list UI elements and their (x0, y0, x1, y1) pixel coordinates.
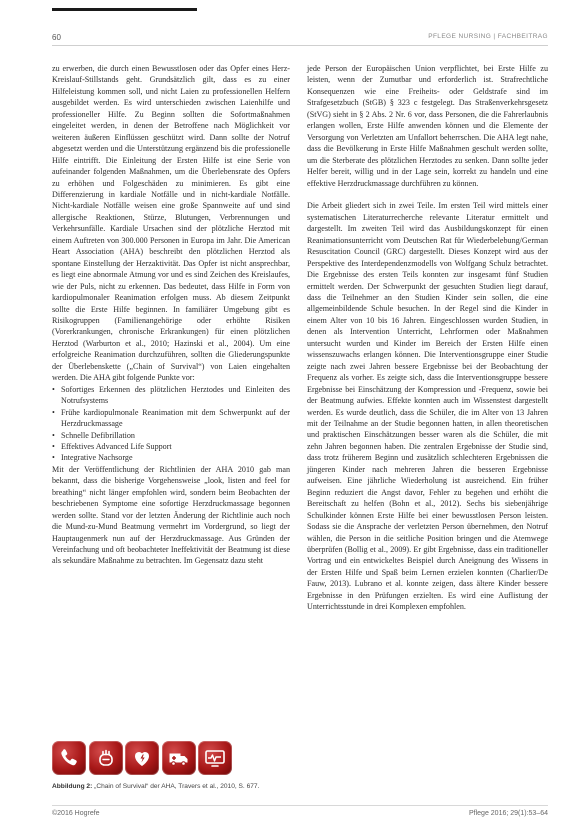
citation-footer: Pflege 2016; 29(1):53–64 (468, 810, 548, 817)
body-paragraph: jede Person der Europäischen Union verpflichtet, bei Erste Hilfe zu leisten, wenn der Zumutbar und erforderlich ist. Strafrechtliche Konsequenzen wie eine Freiheits- oder Geldstrafe sind im Strafgesetzbuch (StGB) § 323 c festgelegt. Das Straßenverkehrsgesetz (StVG) sieht in § 2 Abs. 2 Nr. 6 vor, dass Personen, die die Fahrerlaubnis erlangen wollen, Erste Hilfe anwenden können und die Elemente der Versorgung von Verletzten am Unfallort beherrschen. Die AHA legt nahe, dass die Bevölkerung in Erste Hilfe Maßnahmen geschult werden sollte, um die Sterberate des plötzlichen Herztodes zu senken. Dann sollte jeder Helfer bereit, willig und in der Lage sein, korrekt zu handeln und eine effektive Herzdruckmassage durchführen zu können. (307, 64, 548, 188)
list-item: • Schnelle Defibrillation (52, 430, 290, 441)
publisher-footer: ©2016 Hogrefe (52, 810, 100, 817)
heart-defibrillation-icon (125, 741, 159, 775)
header-divider (52, 45, 548, 46)
hands-cpr-icon (89, 741, 123, 775)
chain-of-survival-figure (52, 741, 232, 775)
body-paragraph: Mit der Veröffentlichung der Richtlinien der AHA 2010 gab man bekannt, dass die bisherige Vorgehensweise „look, listen and feel for breathing“ nicht länger empfohlen wird, sondern beim Beobachten der beschriebenen Symptome eine sofortige Herzdruckmassage begonnen werden sollte. Stand vor der letzten Änderung der Richtlinie auch noch die Mund-zu-Mund Beatmung vermehrt im Vordergrund, so liegt der Hauptaugenmerk nun auf der Herzdruckmassage. Aus Gründen der Vereinfachung und oft beobachteter Ineffektivität der Beatmung ist diese als sekundäre Maßnahme zu betrachten. Im Gegensatz dazu steht (52, 464, 290, 566)
left-column (52, 63, 290, 567)
running-head: PFLEGE NURSING | FACHBEITRAG (428, 33, 548, 40)
list-item: • Integrative Nachsorge (52, 452, 290, 463)
chain-of-survival-list (52, 384, 290, 464)
figure-caption (52, 782, 292, 791)
list-item: • Frühe kardiopulmonale Reanimation mit dem Schwerpunkt auf der Herzdruckmassage (52, 407, 290, 430)
list-item: • Effektives Advanced Life Support (52, 441, 290, 452)
footer-divider (52, 805, 548, 806)
phone-icon (52, 741, 86, 775)
caption-text: „Chain of Survival“ der AHA, Travers et al., 2010, S. 677. (94, 783, 260, 790)
body-paragraph: zu erwerben, die durch einen Bewusstlosen oder das Opfer eines Herz-Kreislauf-Stillstands geht. Grundsätzlich gilt, dass es zu einer Hilfeleistung kommen soll, und nicht Laien zu professionellen Helfern ausgebildet werden. Es wird unterschieden zwischen Laienhilfe und professioneller Hilfe. Zu Beginn sollten die Sofortmaßnahmen eingeleitet werden, in denen der Betroffene nach Möglichkeit vor weiteren äußeren Einflüssen geschützt wird. Dann sollte der Notruf abgesetzt werden und die Unterstützung ergänzend bis die professionelle Hilfe eintrifft. Die Einleitung der Ersten Hilfe ist eine Serie von aufeinander folgenden Maßnahmen, um die Überlebensrate des Opfers zu erhöhen und Folgeschäden zu minimieren. Es gibt eine Differenzierung in kardiale Notfälle und in nicht-kardiale Notfälle. Nicht-kardiale Notfälle weisen eine große Spannweite auf und sind allergische Reaktionen, Stürze, Blutungen, Verbrennungen und Verkehrsunfälle. Kardiale Ursachen sind der plötzliche Herztod mit einem Auftreten von 300.000 Personen in Europa im Jahr. Die American Heart Association (AHA) beschreibt den plötzlichen Herztod als spontane Einstellung der Herzaktivität. Das Opfer ist nicht ansprechbar, es liegt eine abnormale Atmung vor und es sind Zeichen des Kreislaufes, wie der Puls, nicht zu erkennen. Das bedeutet, dass Hilfe in Form von kardiopulmonaler Reanimation erfolgen muss. Ab diesem Zeitpunkt sollte die Erste Hilfe beginnen. In familiärer Umgebung gibt es Risikogruppen (Familienangehörige oder erhöhte Risiken (Vorerkrankungen, chronische Erkrankungen) für einen plötzlichen Herztod (Warburton et al., 2010; Hazinski et al., 2004). Um eine erfolgreiche Reanimation durchzuführen, sollten die Gliederungspunkte der Überlebenskette („Chain of Survival“) von Laien eingehalten werden. Die AHA gibt folgende Punkte vor: (52, 64, 290, 383)
top-rule (52, 8, 197, 11)
caption-label: Abbildung 2: (52, 783, 93, 790)
body-paragraph: Die Arbeit gliedert sich in zwei Teile. Im ersten Teil wird mittels einer systematischen Literaturrecherche relevante Literatur ermittelt und dargestellt. Im zweiten Teil wird das Ausbildungskonzept für einen Reanimationsunterricht vom Deutschen Rat für Wiederbelebung/German Resuscitation Council (GRC) dargestellt. Dieses Konzept wird aus der Perspektive des Interdependenzmodells von Wolfgang Schulz betrachtet. Die Ergebnisse des ersten Teils konnten zur insgesamt fünf Studien ermittelt werden. Der Schwerpunkt der gesuchten Studien liegt darauf, dass die Teilnehmer an den Studien Kinder sein sollen, die eine allgemeinbildende Schule besuchen. In der Regel sind die Kinder in einem Alter von 10 bis 16 Jahren. Eingeschlossen wurden Studien, in denen als Intervention Unterricht, Lehrformen oder Maßnahmen untersucht wurden und Kinder im Bereich der Ersten Hilfe einen wissenszuwachs erlangen können. Die Interventionsgruppe einer Studie zeigte nach zwei Jahren bessere Ergebnisse bei der Beobachtung der Frequenz als vorher. Es zeigte sich, dass die Interventionsgruppe bessere Ergebnisse bei Einschätzung der Kompression und -Frequenz, sowie bei der Beatmung aufwies. Effekte konnten auch im Wissenstest dargestellt werden. Es wurde deutlich, dass die Schüler, die im Alter von 13 Jahren mit der Teilnahme an der Studie begonnen hatten, in allen theoretischen und praktischen Einschätzungen besser waren als die Schüler, die mit zehn Jahren begonnen haben. Die zentralen Ergebnisse der Studie sind, dass trotz früherem Beginn und zusätzlich schlechteren Ergebnissen die jüngeren Kinder nach mehreren Jahren die besseren Ergebnisse aufweisen. Eine jährliche Wiederholung ist ausreichend. Ein früher Beginn reduziert die Angst davor, Fehler zu begehen und erhöht die Bereitschaft zu helfen (Bohn et al., 2012). Sechs bis siebenjährige Schulkinder können Erste Hilfe bei einer bewusstlosen Person leisten. Sodass sie die Ansprache der verletzten Person übernehmen, den Notruf wählen, die Person in die seitliche Position bringen und die Atemwege überprüfen (Bollig et al., 2009). Er gibt Ergebnisse, dass ein traditioneller Vortrag und ein entwickeltes Beispiel durch Aneignung des Wissens in der Ersten Hilfe und Spaß beim Lernen erzielen konnten (Charlier/De Fauw, 2013). Lubrano et al. konnte zeigen, dass ältere Kinder bessere Ergebnisse in den Prüfungen erzielten. Es wird eine Auflistung der Unterrichtsstunde in drei Komplexen empfohlen. (307, 201, 548, 612)
page-number: 60 (52, 33, 61, 42)
right-column (307, 63, 548, 613)
ecg-monitor-icon (198, 741, 232, 775)
list-item: • Sofortiges Erkennen des plötzlichen Herztodes und Einleiten des Notrufsystems (52, 384, 290, 407)
ambulance-icon (162, 741, 196, 775)
